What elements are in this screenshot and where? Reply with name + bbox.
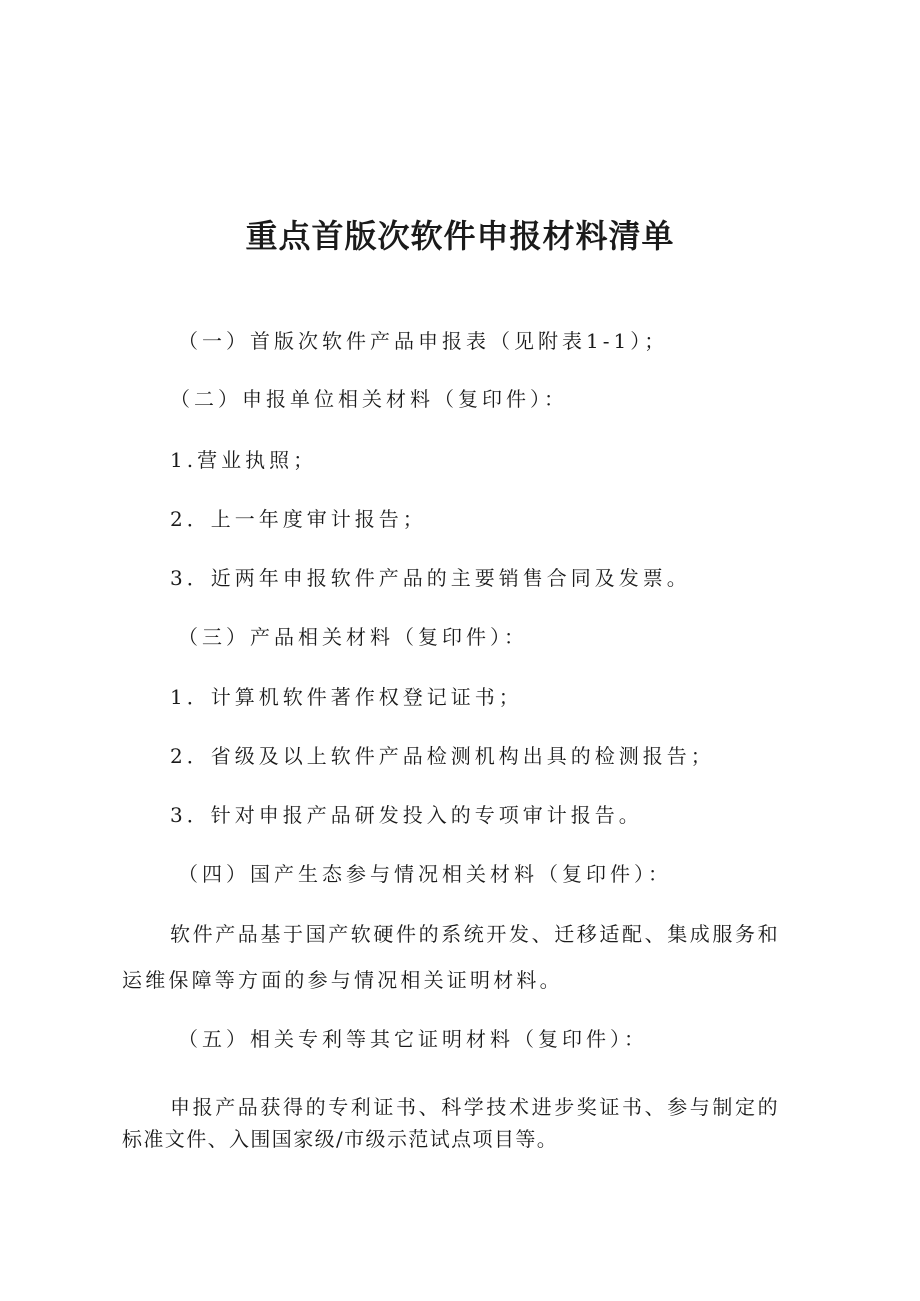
section-3-item-2: 2．省级及以上软件产品检测机构出具的检测报告；: [170, 744, 715, 768]
document-title: 重点首版次软件申报材料清单: [245, 217, 675, 255]
section-5-body-line-1: 申报产品获得的专利证书、科学技术进步奖证书、参与制定的: [170, 1095, 781, 1119]
section-3-item-1: 1．计算机软件著作权登记证书；: [170, 685, 523, 709]
section-2-item-3: 3．近两年申报软件产品的主要销售合同及发票。: [170, 566, 691, 590]
section-2-item-2: 2．上一年度审计报告；: [170, 507, 427, 531]
section-4-heading: （四）国产生态参与情况相关材料（复印件）：: [178, 862, 672, 886]
section-5-body-line-2: 标准文件、入围国家级/市级示范试点项目等。: [122, 1127, 559, 1151]
section-2-heading: （二）申报单位相关材料（复印件）：: [170, 387, 568, 411]
section-2-item-1: 1.营业执照；: [170, 448, 318, 472]
section-5-heading: （五）相关专利等其它证明材料（复印件）：: [178, 1027, 648, 1051]
section-3-heading: （三）产品相关材料（复印件）：: [178, 625, 528, 649]
section-1-application-form: （一）首版次软件产品申报表（见附表1-1）；: [178, 329, 669, 353]
section-3-item-3: 3．针对申报产品研发投入的专项审计报告。: [170, 803, 643, 827]
section-4-body-line-1: 软件产品基于国产软硬件的系统开发、迁移适配、集成服务和: [170, 922, 781, 946]
section-4-body-line-2: 运维保障等方面的参与情况相关证明材料。: [122, 968, 563, 992]
